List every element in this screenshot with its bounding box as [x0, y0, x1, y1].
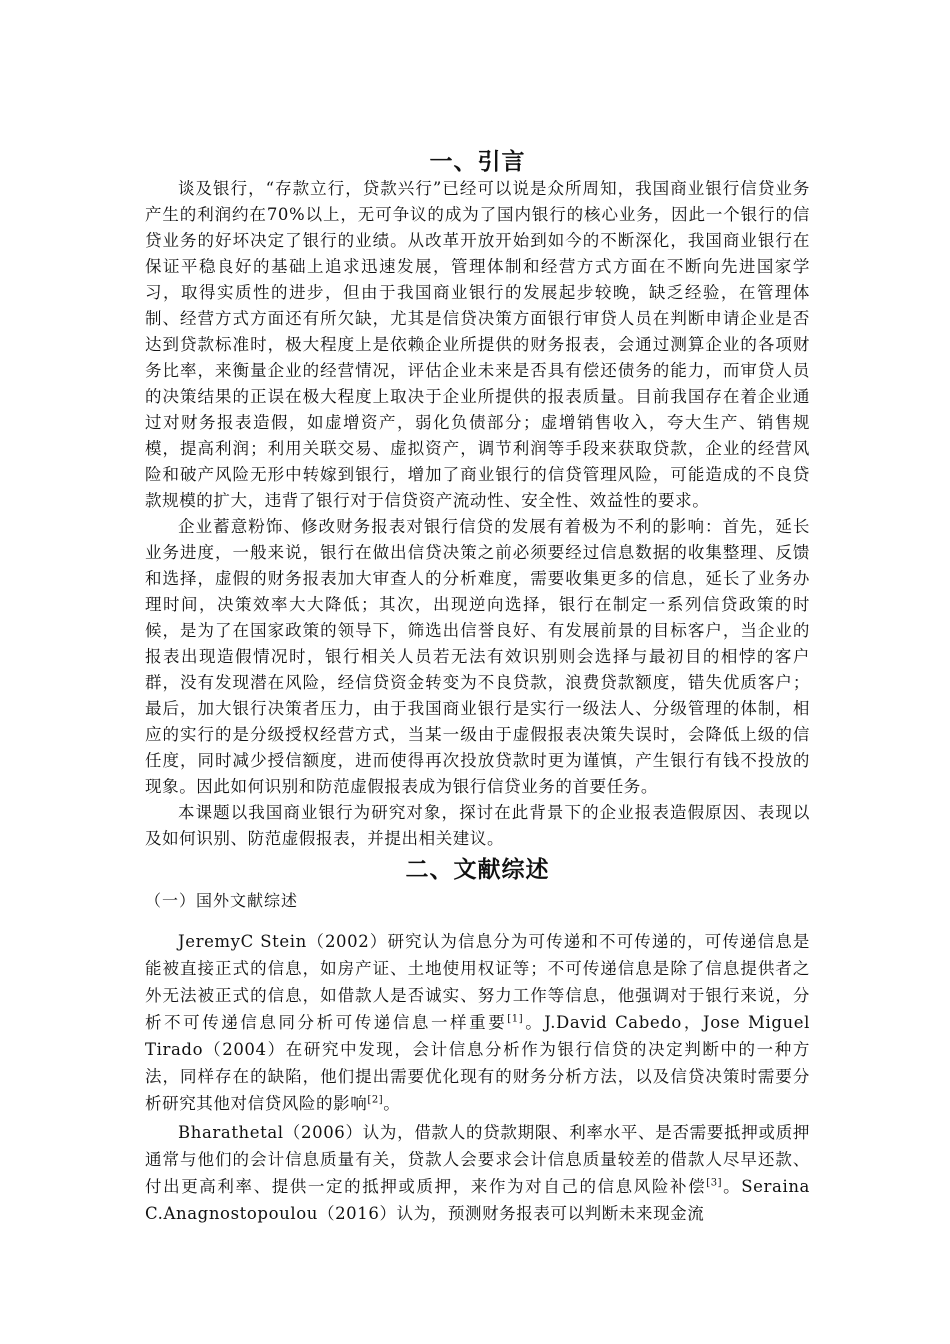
literature-paragraph-2 [145, 1119, 810, 1227]
subsection-heading-foreign-literature: （一）国外文献综述 [145, 891, 299, 910]
section-title-introduction: 一、引言 [429, 149, 526, 175]
literature-text: 。J.David Cabedo，Jose Miguel Tirado（2004）在研究中发现，会计信息分析作为银行信贷的决定判断中的一种方法，同样存在的缺陷，他们提出需要优化现有的财务分析方法，以及信贷决策时需要分析研究其他对信贷风险的影响 [145, 1013, 810, 1113]
section-title-literature-review: 二、文献综述 [405, 857, 550, 883]
literature-text: 。 [383, 1094, 401, 1113]
intro-paragraph-3: 本课题以我国商业银行为研究对象，探讨在此背景下的企业报表造假原因、表现以及如何识别、防范虚假报表，并提出相关建议。 [145, 803, 810, 848]
citation-ref: [1] [507, 1013, 524, 1025]
intro-paragraph-1: 谈及银行，“存款立行，贷款兴行”已经可以说是众所周知，我国商业银行信贷业务产生的利润约在70%以上，无可争议的成为了国内银行的核心业务，因此一个银行的信贷业务的好坏决定了银行的业绩。从改革开放开始到如今的不断深化，我国商业银行在保证平稳良好的基础上追求迅速发展，管理体制和经营方式方面在不断向先进国家学习，取得实质性的进步，但由于我国商业银行的发展起步较晚，缺乏经验，在管理体制、经营方式方面还有所欠缺，尤其是信贷决策方面银行审贷人员在判断申请企业是否达到贷款标准时，极大程度上是依赖企业所提供的财务报表，会通过测算企业的各项财务比率，来衡量企业的经营情况，评估企业未来是否具有偿还债务的能力，而审贷人员的决策结果的正误在极大程度上取决于企业所提供的报表质量。目前我国存在着企业通过对财务报表造假，如虚增资产，弱化负债部分；虚增销售收入，夸大生产、销售规模，提高利润；利用关联交易、虚拟资产，调节利润等手段来获取贷款，企业的经营风险和破产风险无形中转嫁到银行，增加了商业银行的信贷管理风险，可能造成的不良贷款规模的扩大，违背了银行对于信贷资产流动性、安全性、效益性的要求。 [145, 179, 810, 510]
literature-body [145, 928, 810, 1227]
literature-text: Bharathetal（2006）认为，借款人的贷款期限、利率水平、是否需要抵押或质押通常与他们的会计信息质量有关，贷款人会要求会计信息质量较差的借款人尽早还款、付出更高利率、提供一定的抵押或质押，来作为对自己的信息风险补偿 [145, 1123, 810, 1196]
intro-paragraph-2: 企业蓄意粉饰、修改财务报表对银行信贷的发展有着极为不利的影响：首先，延长业务进度，一般来说，银行在做出信贷决策之前必须要经过信息数据的收集整理、反馈和选择，虚假的财务报表加大审查人的分析难度，需要收集更多的信息，延长了业务办理时间，决策效率大大降低；其次，出现逆向选择，银行在制定一系列信贷政策的时候，是为了在国家政策的领导下，筛选出信誉良好、有发展前景的目标客户，当企业的报表出现造假情况时，银行相关人员若无法有效识别则会选择与最初目的相悖的客户群，没有发现潜在风险，经信贷资金转变为不良贷款，浪费贷款额度，错失优质客户；最后，加大银行决策者压力，由于我国商业银行是实行一级法人、分级管理的体制，相应的实行的是分级授权经营方式，当某一级由于虚假报表决策失误时，会降低上级的信任度，同时减少授信额度，进而使得再次投放贷款时更为谨慎，产生银行有钱不投放的现象。因此如何识别和防范虚假报表成为银行信贷业务的首要任务。 [145, 517, 810, 796]
document-page [145, 148, 810, 1229]
literature-text: JeremyC Stein（2002）研究认为信息分为可传递和不可传递的，可传递信息是能被直接正式的信息，如房产证、土地使用权证等；不可传递信息是除了信息提供者之外无法被正式的信息，如借款人是否诚实、努力工作等信息，他强调对于银行来说，分析不可传递信息同分析可传递信息一样重要 [145, 932, 810, 1032]
literature-text: 。Seraina C.Anagnostopoulou（2016）认为，预测财务报表可以判断未来现金流 [145, 1177, 810, 1223]
citation-ref: [3] [706, 1177, 723, 1189]
citation-ref: [2] [367, 1094, 384, 1106]
literature-paragraph-1 [145, 928, 810, 1117]
